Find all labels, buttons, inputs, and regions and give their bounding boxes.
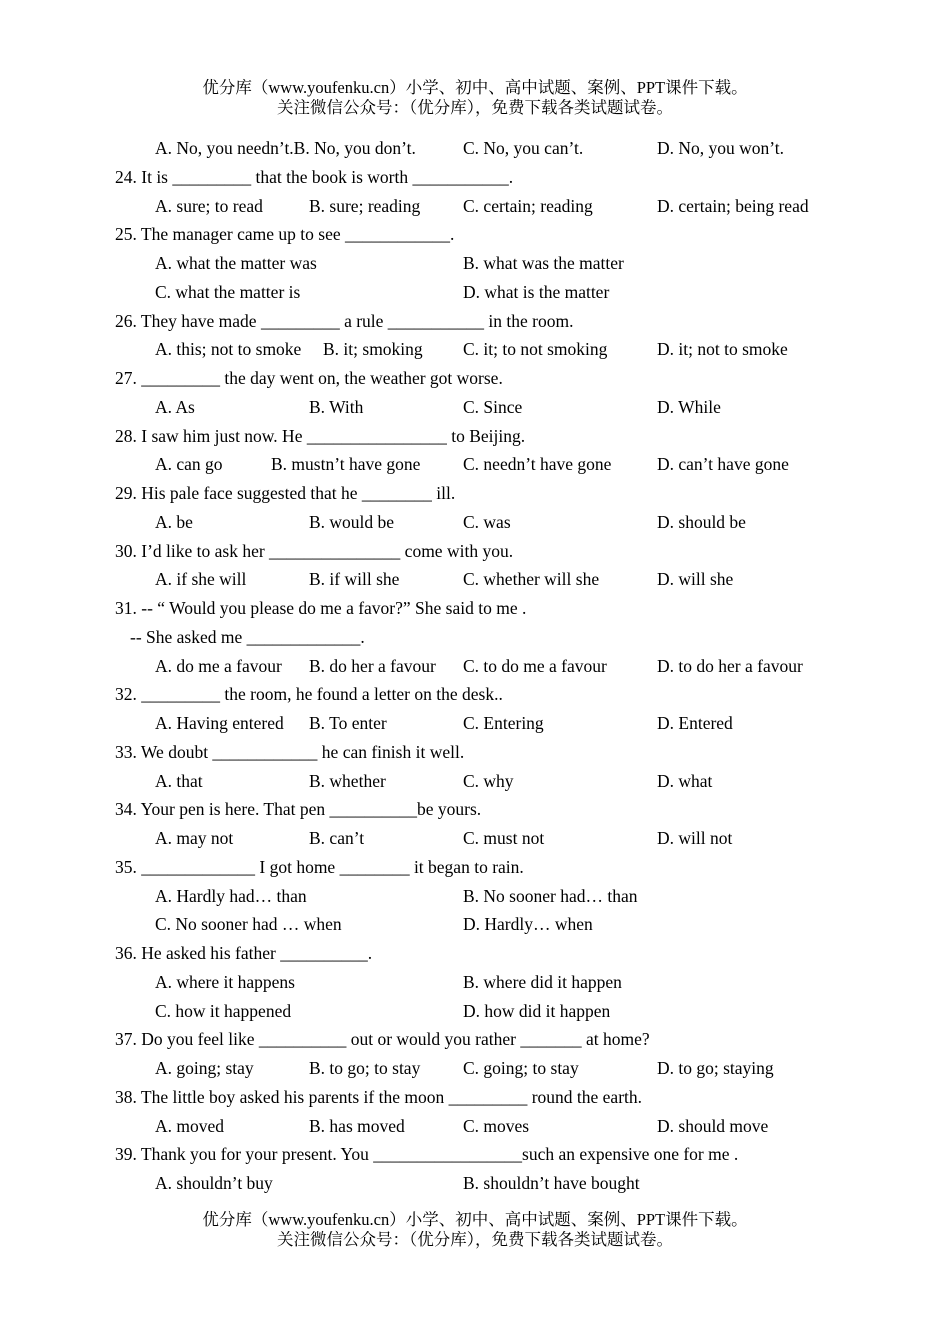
option-b: B. if will she [309, 569, 400, 590]
option-c: C. needn’t have gone [463, 454, 612, 475]
option-a: A. As [155, 396, 195, 417]
question-31-stem-2 [0, 623, 950, 652]
option-d: D. how did it happen [463, 1000, 611, 1021]
option-a: A. Hardly had… than [155, 885, 307, 906]
option-b: B. can’t [309, 828, 365, 848]
option-d: D. what is the matter [463, 281, 610, 302]
option-c: C. how it happened [155, 1000, 292, 1021]
option-a: A. may not [155, 828, 234, 848]
option-d: D. certain; being read [657, 195, 809, 216]
question-28-options [0, 450, 950, 479]
option-b: B. shouldn’t have bought [463, 1173, 640, 1193]
question-stem: 28. I saw him just now. He ________________ to Beijing. [115, 425, 526, 446]
question-32-stem [0, 680, 950, 709]
question-list [0, 134, 950, 1198]
question-37-stem [0, 1025, 950, 1054]
option-b: B. do her a favour [309, 655, 436, 676]
option-a: A. that [155, 770, 203, 791]
question-23-options [0, 134, 950, 163]
option-c: C. No, you can’t. [463, 138, 584, 158]
option-c: C. it; to not smoking [463, 339, 608, 360]
question-24-stem [0, 163, 950, 192]
question-29-stem [0, 479, 950, 508]
footer-line-1: 优分库（www.youfenku.cn）小学、初中、高中试题、案例、PPT课件下载。 [202, 1210, 748, 1229]
option-a: A. this; not to smoke [155, 339, 302, 360]
question-27-options [0, 393, 950, 422]
option-d: D. Entered [657, 713, 733, 733]
question-24-options [0, 192, 950, 221]
option-d: D. will she [657, 569, 734, 590]
option-c: C. certain; reading [463, 195, 593, 216]
question-31-options [0, 652, 950, 681]
option-d: D. will not [657, 828, 733, 848]
option-c: C. Entering [463, 713, 544, 733]
question-25-options-row1 [0, 249, 950, 278]
question-31-stem [0, 594, 950, 623]
question-25-options-row2 [0, 278, 950, 307]
option-b: B. it; smoking [323, 339, 423, 360]
option-b: B. mustn’t have gone [271, 454, 421, 475]
question-36-options-row2 [0, 997, 950, 1026]
question-30-options [0, 565, 950, 594]
option-c: C. Since [463, 396, 523, 417]
option-a-b: A. No, you needn’t.B. No, you don’t. [155, 138, 416, 158]
option-b: B. where did it happen [463, 971, 622, 992]
question-36-stem [0, 939, 950, 968]
page-footer [0, 1210, 950, 1250]
option-b: B. whether [309, 770, 386, 791]
question-stem: 39. Thank you for your present. You _________________such an expensive one for me . [115, 1144, 739, 1165]
question-30-stem [0, 537, 950, 566]
question-35-stem [0, 853, 950, 882]
question-33-options [0, 767, 950, 796]
question-32-options [0, 709, 950, 738]
option-b: B. sure; reading [309, 195, 421, 216]
question-stem: 33. We doubt ____________ he can finish it well. [115, 741, 465, 762]
option-d: D. what [657, 770, 713, 791]
option-d: D. to do her a favour [657, 655, 803, 676]
header-line-1: 优分库（www.youfenku.cn）小学、初中、高中试题、案例、PPT课件下载。 [202, 78, 748, 97]
option-d: D. Hardly… when [463, 914, 593, 935]
footer-line-2: 关注微信公众号：（优分库），免费下载各类试题试卷。 [277, 1230, 673, 1249]
question-stem: 32. _________ the room, he found a letter on the desk.. [115, 684, 503, 705]
option-c: C. moves [463, 1115, 530, 1136]
option-a: A. what the matter was [155, 253, 317, 273]
question-stem: 35. _____________ I got home ________ it began to rain. [115, 856, 524, 877]
question-34-options [0, 824, 950, 853]
question-26-options [0, 335, 950, 364]
option-a: A. be [155, 511, 193, 532]
question-stem: 37. Do you feel like __________ out or would you rather _______ at home? [115, 1029, 650, 1050]
option-a: A. Having entered [155, 713, 284, 733]
header-line-2: 关注微信公众号：（优分库），免费下载各类试题试卷。 [277, 98, 673, 117]
question-36-options-row1 [0, 968, 950, 997]
option-b: B. To enter [309, 713, 387, 733]
question-stem-continued: -- She asked me _____________. [130, 626, 365, 647]
option-c: C. going; to stay [463, 1058, 579, 1078]
option-a: A. moved [155, 1115, 225, 1136]
option-c: C. must not [463, 828, 545, 848]
question-28-stem [0, 422, 950, 451]
option-c: C. why [463, 770, 514, 791]
question-38-stem [0, 1083, 950, 1112]
question-25-stem [0, 220, 950, 249]
option-a: A. can go [155, 454, 223, 475]
question-35-options-row1 [0, 882, 950, 911]
option-b: B. has moved [309, 1115, 405, 1136]
question-37-options [0, 1054, 950, 1083]
question-27-stem [0, 364, 950, 393]
question-38-options [0, 1112, 950, 1141]
option-a: A. sure; to read [155, 195, 263, 216]
question-29-options [0, 508, 950, 537]
question-33-stem [0, 738, 950, 767]
option-b: B. would be [309, 511, 395, 532]
option-a: A. shouldn’t buy [155, 1173, 273, 1193]
option-c: C. No sooner had … when [155, 914, 342, 935]
question-34-stem [0, 795, 950, 824]
question-39-options [0, 1169, 950, 1198]
question-stem: 26. They have made _________ a rule ___________ in the room. [115, 310, 574, 331]
question-stem: 34. Your pen is here. That pen __________be yours. [115, 799, 482, 820]
question-stem: 24. It is _________ that the book is worth ___________. [115, 166, 514, 187]
option-c: C. was [463, 511, 511, 532]
question-stem: 27. _________ the day went on, the weather got worse. [115, 368, 503, 388]
option-a: A. do me a favour [155, 655, 282, 676]
option-b: B. what was the matter [463, 253, 624, 273]
option-c: C. whether will she [463, 569, 600, 590]
option-c: C. to do me a favour [463, 655, 607, 676]
option-d: D. it; not to smoke [657, 339, 788, 360]
question-stem: 25. The manager came up to see ____________. [115, 224, 455, 245]
option-d: D. While [657, 396, 721, 417]
question-stem: 36. He asked his father __________. [115, 943, 373, 963]
option-d: D. should be [657, 511, 746, 532]
option-b: B. to go; to stay [309, 1058, 421, 1078]
page-header [0, 78, 950, 118]
option-d: D. should move [657, 1115, 769, 1136]
option-b: B. No sooner had… than [463, 885, 638, 906]
option-a: A. going; stay [155, 1058, 254, 1078]
question-stem: 30. I’d like to ask her _______________ come with you. [115, 540, 514, 561]
option-d: D. to go; staying [657, 1058, 774, 1078]
option-c: C. what the matter is [155, 281, 301, 302]
option-d: D. can’t have gone [657, 454, 789, 475]
option-a: A. if she will [155, 569, 247, 590]
question-stem: 29. His pale face suggested that he ________ ill. [115, 483, 456, 503]
question-stem: 38. The little boy asked his parents if the moon _________ round the earth. [115, 1086, 643, 1107]
question-35-options-row2 [0, 910, 950, 939]
question-stem: 31. -- “ Would you please do me a favor?” She said to me . [115, 598, 527, 618]
option-b: B. With [309, 396, 364, 417]
question-26-stem [0, 307, 950, 336]
question-39-stem [0, 1140, 950, 1169]
option-d: D. No, you won’t. [657, 138, 785, 158]
option-a: A. where it happens [155, 971, 295, 992]
